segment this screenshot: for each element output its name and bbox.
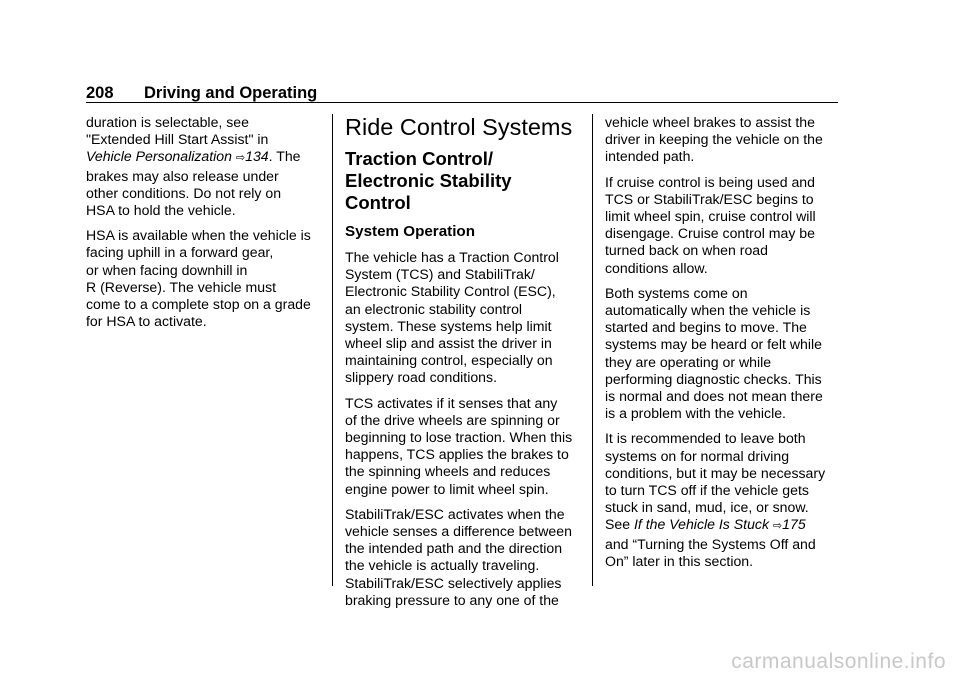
text-line: StabiliTrak/ESC activates when the bbox=[345, 505, 565, 522]
text-line: of the drive wheels are spinning or bbox=[345, 411, 560, 428]
column-3 bbox=[605, 114, 845, 578]
text-line: StabiliTrak/ESC selectively applies bbox=[345, 574, 562, 591]
text-line: engine power to limit wheel spin. bbox=[345, 480, 549, 497]
heading-ride-control-systems: Ride Control Systems bbox=[345, 114, 573, 140]
text-line: is a problem with the vehicle. bbox=[605, 405, 786, 422]
text-line bbox=[605, 516, 845, 535]
text-line: duration is selectable, see bbox=[86, 114, 249, 130]
paragraph-hsa-duration bbox=[86, 114, 326, 219]
text-line: wheel slip and assist the driver in bbox=[345, 335, 552, 352]
text-line: the intended path and the direction bbox=[345, 540, 563, 557]
paragraph-tcs-overview bbox=[345, 249, 585, 387]
text-line: TCS or StabiliTrak/ESC begins to bbox=[605, 190, 814, 207]
text-line: The vehicle has a Traction Control bbox=[345, 249, 559, 265]
if-vehicle-is-stuck-link[interactable]: If the Vehicle Is Stuck bbox=[634, 516, 769, 533]
text-line: facing uphill in a forward gear, bbox=[86, 244, 274, 261]
text-fragment: See bbox=[605, 516, 634, 533]
text-line: turned back on when road bbox=[605, 242, 768, 259]
paragraph-hsa-availability bbox=[86, 227, 326, 330]
text-line: system. These systems help limit bbox=[345, 317, 552, 334]
text-line: performing diagnostic checks. This bbox=[605, 370, 822, 387]
text-line: come to a complete stop on a grade bbox=[86, 296, 311, 313]
text-line: for HSA to activate. bbox=[86, 313, 207, 330]
page-reference-icon: ⇨ bbox=[772, 520, 783, 533]
text-line: the spinning wheels and reduces bbox=[345, 463, 551, 480]
text-line: systems may be heard or felt while bbox=[605, 336, 822, 353]
text-line: stuck in sand, mud, ice, or snow. bbox=[605, 499, 809, 516]
text-line: disengage. Cruise control may be bbox=[605, 225, 815, 242]
column-1 bbox=[86, 114, 326, 338]
text-line: braking pressure to any one of the bbox=[345, 591, 559, 608]
text-line: started and begins to move. The bbox=[605, 319, 807, 336]
paragraph-esc-continued bbox=[605, 114, 845, 166]
text-line: automatically when the vehicle is bbox=[605, 302, 811, 319]
text-line: TCS activates if it senses that any bbox=[345, 394, 558, 411]
text-line: they are operating or while bbox=[605, 353, 772, 370]
text-line: "Extended Hill Start Assist" in bbox=[86, 131, 269, 148]
text-line: HSA to hold the vehicle. bbox=[86, 202, 236, 219]
heading-system-operation: System Operation bbox=[345, 223, 475, 240]
text-line: systems on for normal driving bbox=[605, 447, 790, 464]
text-line: the vehicle is actually traveling. bbox=[345, 557, 540, 574]
text-line: maintaining control, especially on bbox=[345, 352, 553, 369]
paragraph-tcs-activation bbox=[345, 395, 585, 498]
section-title: Driving and Operating bbox=[144, 84, 318, 102]
text-line: It is recommended to leave both bbox=[605, 430, 806, 447]
text-line: vehicle senses a difference between bbox=[345, 523, 572, 540]
heading-line: Control bbox=[345, 192, 411, 213]
text-line bbox=[86, 148, 326, 167]
text-line: happens, TCS applies the brakes to bbox=[345, 446, 569, 463]
text-line: If cruise control is being used and bbox=[605, 173, 815, 190]
text-line: R (Reverse). The vehicle must bbox=[86, 278, 277, 295]
text-fragment: . The bbox=[268, 148, 301, 165]
text-line: and “Turning the Systems Off and bbox=[605, 535, 816, 552]
paragraph-systems-on bbox=[605, 285, 845, 423]
text-line: brakes may also release under bbox=[86, 167, 279, 184]
column-divider-2 bbox=[592, 114, 593, 586]
text-line: slippery road conditions. bbox=[345, 369, 497, 386]
paragraph-cruise-control bbox=[605, 174, 845, 277]
text-line: vehicle wheel brakes to assist the bbox=[605, 114, 815, 130]
text-line: System (TCS) and StabiliTrak/ bbox=[345, 266, 535, 283]
text-line: other conditions. Do not rely on bbox=[86, 184, 282, 201]
text-line: intended path. bbox=[605, 148, 695, 165]
column-divider-1 bbox=[332, 114, 333, 586]
text-line: On” later in this section. bbox=[605, 552, 754, 569]
page-reference-icon: ⇨ bbox=[235, 152, 246, 165]
heading-line: Electronic Stability bbox=[345, 170, 512, 191]
vehicle-personalization-link[interactable]: Vehicle Personalization bbox=[86, 148, 232, 165]
text-line: conditions, but it may be necessary bbox=[605, 464, 826, 481]
text-line: conditions allow. bbox=[605, 259, 708, 276]
text-line: is normal and does not mean there bbox=[605, 388, 823, 405]
text-line: an electronic stability control bbox=[345, 300, 523, 317]
text-line: or when facing downhill in bbox=[86, 261, 248, 278]
watermark: carmanualsonline.info bbox=[731, 650, 946, 673]
page-ref-134[interactable]: 134 bbox=[245, 148, 269, 165]
paragraph-esc-activation bbox=[345, 506, 585, 609]
page-ref-175[interactable]: 175 bbox=[782, 516, 806, 533]
text-line: beginning to lose traction. When this bbox=[345, 429, 573, 446]
paragraph-recommendation bbox=[605, 430, 845, 570]
text-line: limit wheel spin, cruise control will bbox=[605, 208, 816, 225]
heading-line: Traction Control/ bbox=[345, 148, 493, 169]
text-line: Both systems come on bbox=[605, 284, 748, 301]
header-rule bbox=[86, 102, 838, 103]
text-line: Electronic Stability Control (ESC), bbox=[345, 283, 556, 300]
text-line: to turn TCS off if the vehicle gets bbox=[605, 482, 809, 499]
column-2 bbox=[345, 114, 585, 617]
text-line: driver in keeping the vehicle on the bbox=[605, 131, 823, 148]
page-number: 208 bbox=[86, 84, 114, 102]
text-line: HSA is available when the vehicle is bbox=[86, 227, 311, 244]
heading-traction-control bbox=[345, 148, 585, 214]
